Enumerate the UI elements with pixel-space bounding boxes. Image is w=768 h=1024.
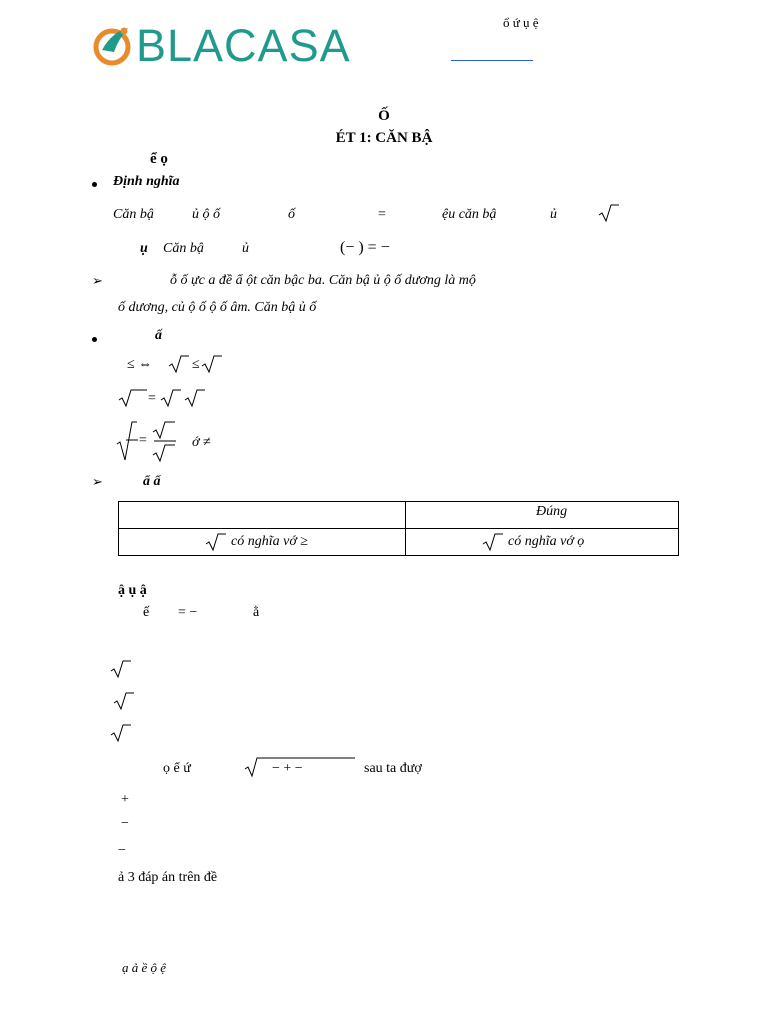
note-text: ỗ ố ực a đề ẩ ột căn bậc ba. Căn bậ ủ ộ ố dương là mộ [170,273,476,288]
property-formula: = [148,391,156,406]
header-top-right-text: ổ ứ ụ ệ [503,15,539,30]
exercise-heading: ậ ụ ậ [118,583,147,598]
bullet-dot [92,337,97,342]
property-formula: = [139,433,147,448]
definition-heading: Định nghĩa [113,174,180,189]
definition-text: Căn bậ [113,207,154,222]
example-text: ủ [242,241,249,256]
sqrt-symbol [110,659,132,679]
sqrt-symbol [152,443,176,463]
title-line-3: ể ọ [150,151,168,167]
example-text: Căn bậ [163,241,204,256]
sqrt-symbol [118,388,148,408]
answer-option: + [121,792,129,807]
sqrt-symbol [598,203,620,223]
table-row [119,502,679,529]
exercise-text: = − [178,605,198,620]
sqrt-symbol [184,388,206,408]
sqrt-symbol [201,354,223,374]
sqrt-symbol [482,532,504,552]
property-formula: ≤ [192,357,200,372]
sqrt-symbol [168,354,190,374]
true-false-table [118,501,679,556]
title-line-2: ÉT 1: CĂN BẬ [335,130,433,146]
answer-option: ả 3 đáp án trên đề [118,870,218,885]
exercise-question: ọ ể ứ [163,761,191,776]
table-cell [406,502,679,529]
exercise-text: ế [143,605,150,620]
header-link[interactable] [451,60,533,61]
title-line-1: Ố [378,108,390,124]
definition-text: ệu căn bậ [442,207,497,222]
footer-text: ạ ả ề ộ ệ [122,960,167,975]
sqrt-symbol [160,388,182,408]
property-heading: ấ [155,328,162,343]
logo-text: BLACASA [136,19,351,71]
note-heading: ẩ ẩ [143,474,161,489]
note-text: ố dương, củ ộ ố ộ ố âm. Căn bậ ủ ố [118,300,317,315]
property-formula: ≤ ⇔ [127,357,153,372]
table-cell-text: có nghĩa vớ ≥ [231,534,308,549]
sqrt-symbol [152,420,176,440]
table-cell [119,502,406,529]
fraction-bar [126,438,138,442]
sqrt-symbol [205,532,227,552]
example-label: ụ [140,241,148,256]
blacasa-logo-icon [92,22,134,68]
table-cell-text: có nghĩa vớ ọ [508,534,585,549]
definition-text: ủ ộ ố [192,207,220,222]
exercise-question: sau ta đượ [364,761,422,776]
arrow-bullet-icon: ➢ [92,474,103,489]
property-condition: ớ ≠ [192,435,211,450]
table-cell [119,529,406,556]
answer-option: − [118,843,126,858]
blacasa-logo [92,19,351,71]
sqrt-symbol [113,691,135,711]
equals-sign: = [378,207,386,222]
arrow-bullet-icon: ➢ [92,273,103,288]
answer-option: − [121,816,129,831]
definition-text: ố [288,207,295,222]
exercise-text: ằ [253,605,260,620]
table-cell [406,529,679,556]
table-row [119,529,679,556]
sqrt-symbol [110,723,132,743]
definition-text: ủ [550,207,557,222]
table-header-label: Đúng [536,504,568,519]
example-formula: (− ) = − [340,239,390,256]
bullet-dot [92,182,97,187]
exercise-expression: − + − [272,761,303,776]
